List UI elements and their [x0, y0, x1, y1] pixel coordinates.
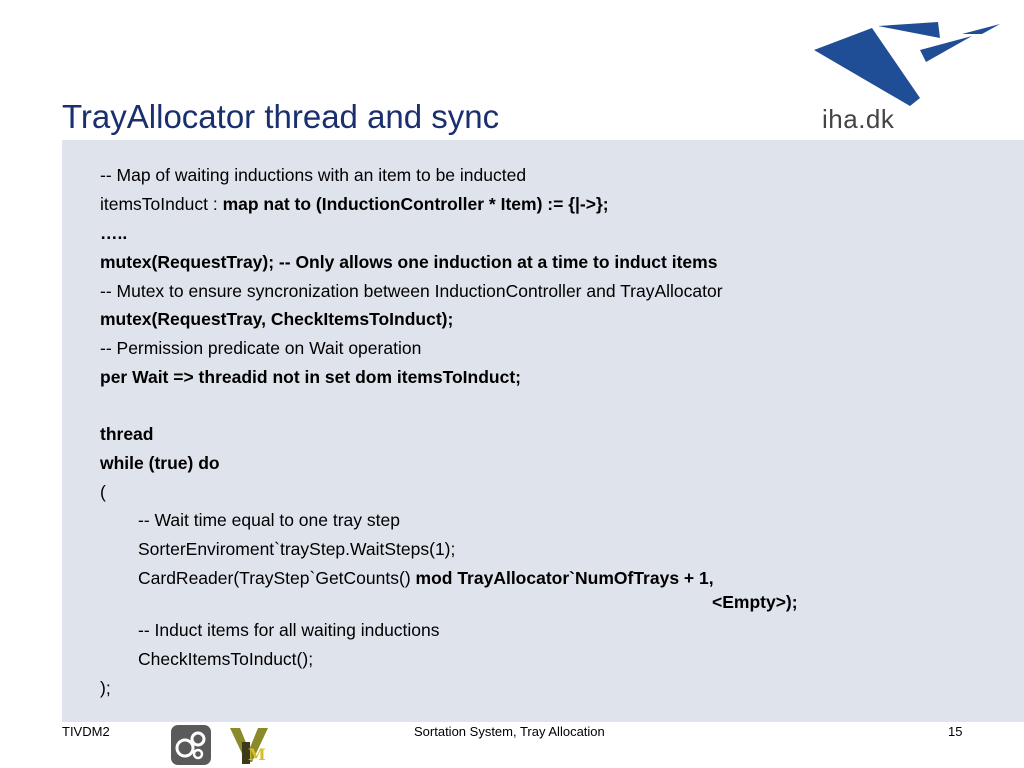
code-text: itemsToInduct : [100, 194, 223, 214]
code-line: per Wait => threadid not in set dom itemsToInduct; [100, 367, 521, 387]
slide-title: TrayAllocator thread and sync [62, 98, 500, 135]
code-line: CheckItemsToInduct(); [138, 649, 314, 669]
code-line: -- Induct items for all waiting inductions [138, 620, 440, 640]
vdm-logo-icon [228, 724, 270, 766]
code-line: ( [100, 482, 106, 502]
page-number: 15 [948, 724, 963, 739]
footer-left: TIVDM2 [62, 724, 110, 739]
footer-center: Sortation System, Tray Allocation [414, 724, 605, 739]
code-line: ); [100, 678, 111, 698]
code-line: SorterEnviroment`trayStep.WaitSteps(1); [138, 539, 456, 559]
gears-icon [170, 724, 212, 766]
code-line: while (true) do [100, 453, 220, 473]
code-line: -- Wait time equal to one tray step [138, 510, 400, 530]
code-line: -- Map of waiting inductions with an item to be inducted [100, 165, 527, 185]
code-text-bold: map nat to (InductionController * Item) := {|->}; [222, 194, 609, 214]
code-line: mutex(RequestTray); -- Only allows one induction at a time to induct items [100, 252, 718, 272]
code-line [100, 193, 609, 215]
code-line: <Empty>); [712, 592, 798, 612]
code-line: -- Permission predicate on Wait operation [100, 338, 422, 358]
svg-text:M: M [248, 745, 266, 764]
code-line: ….. [100, 223, 128, 243]
logo-text: iha.dk [822, 104, 895, 134]
code-text-bold: mod TrayAllocator`NumOfTrays + 1, [415, 568, 714, 588]
code-line: mutex(RequestTray, CheckItemsToInduct); [100, 309, 454, 329]
code-line: -- Mutex to ensure syncronization between InductionController and TrayAllocator [100, 281, 723, 301]
code-line [138, 567, 714, 589]
code-text: CardReader(TrayStep`GetCounts() [138, 568, 416, 588]
code-line: thread [100, 424, 154, 444]
